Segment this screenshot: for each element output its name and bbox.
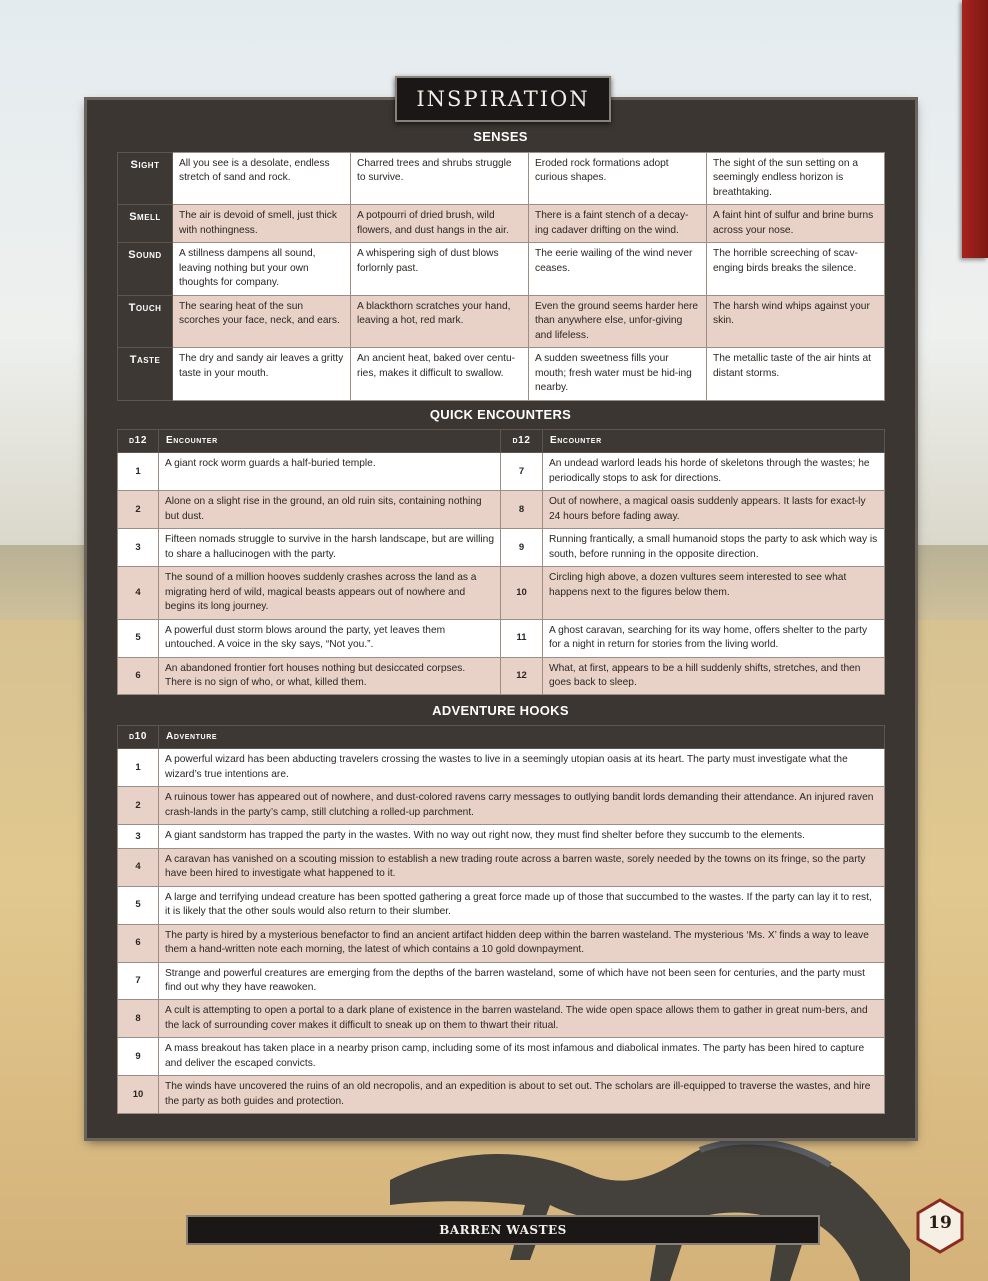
hooks-table [117,725,885,1114]
hook-number: 5 [118,886,159,924]
encounter-number: 7 [501,453,543,491]
encounter-number: 10 [501,567,543,619]
encounters-label-header-2: Encounter [543,430,885,453]
hooks-die-header: d10 [118,726,159,749]
hook-number: 6 [118,924,159,962]
sense-cell: There is a faint stench of a decay-ing cadaver drifting on the wind. [529,205,707,243]
encounter-text: The sound of a million hooves suddenly crashes across the land as a migrating herd of wild, magical beasts appears out of nowhere and begins its long journey. [159,567,501,619]
sense-cell: The searing heat of the sun scorches your face, neck, and ears. [173,295,351,347]
encounter-text: An abandoned frontier fort houses nothing but desiccated corpses. There is no sign of who, or what, killed them. [159,657,501,695]
encounter-text: A powerful dust storm blows around the party, yet leaves them untouched. A voice in the sky says, “Not you.”. [159,619,501,657]
encounter-number: 5 [118,619,159,657]
sense-label: Touch [118,295,173,347]
encounter-text: Circling high above, a dozen vultures seem interested to see what happens next to the figures below them. [543,567,885,619]
sense-cell: Even the ground seems harder here than anywhere else, unfor-giving and lifeless. [529,295,707,347]
sense-cell: The sight of the sun setting on a seemingly endless horizon is breathtaking. [707,153,885,205]
hook-text: A mass breakout has taken place in a nearby prison camp, including some of its most infamous and diabolical inmates. The party has been hired to capture and deliver the escaped convicts. [159,1038,885,1076]
hook-row [118,962,885,1000]
hook-row [118,1076,885,1114]
encounter-number: 2 [118,491,159,529]
senses-table [117,152,885,401]
encounter-number: 9 [501,529,543,567]
encounter-number: 11 [501,619,543,657]
encounter-number: 6 [118,657,159,695]
encounter-text: A giant rock worm guards a half-buried temple. [159,453,501,491]
hook-number: 9 [118,1038,159,1076]
page-title: INSPIRATION [395,76,611,122]
hooks-label-header: Adventure [159,726,885,749]
sense-cell: A sudden sweetness fills your mouth; fresh water must be hid-ing nearby. [529,348,707,400]
encounter-row [118,529,885,567]
hook-number: 3 [118,825,159,848]
hook-number: 8 [118,1000,159,1038]
encounter-text: Alone on a slight rise in the ground, an old ruin sits, containing nothing but dust. [159,491,501,529]
encounter-text: Fifteen nomads struggle to survive in the harsh landscape, but are willing to share a hallucinogen with the party. [159,529,501,567]
page-number: 19 [928,1213,952,1233]
sense-label: Smell [118,205,173,243]
senses-title: SENSES [473,129,528,144]
sense-cell: An ancient heat, baked over centu-ries, makes it difficult to swallow. [351,348,529,400]
hook-text: A powerful wizard has been abducting travelers crossing the wastes to live in a seemingly utopian oasis at its heart. The party must investigate what the wizard’s true intentions are. [159,749,885,787]
sense-cell: The metallic taste of the air hints at distant storms. [707,348,885,400]
hook-row [118,825,885,848]
hook-text: A large and terrifying undead creature has been spotted gathering a great force made up of those that succumbed to the wastes. If the party can lay it to rest, it is likely that the other souls would also return to their slumber. [159,886,885,924]
hook-row [118,1000,885,1038]
encounter-row [118,619,885,657]
sense-cell: A whispering sigh of dust blows forlornly past. [351,243,529,295]
sense-label: Sight [118,153,173,205]
senses-row [118,348,885,400]
encounter-text: What, at first, appears to be a hill suddenly shifts, stretches, and then goes back to sleep. [543,657,885,695]
senses-row [118,205,885,243]
hook-row [118,749,885,787]
sense-cell: Charred trees and shrubs struggle to survive. [351,153,529,205]
chapter-footer: BARREN WASTES [186,1215,820,1245]
encounter-row [118,491,885,529]
hook-number: 10 [118,1076,159,1114]
senses-row [118,295,885,347]
red-book-edge [962,0,988,258]
encounter-row [118,453,885,491]
encounters-die-header-2: d12 [501,430,543,453]
encounters-label-header: Encounter [159,430,501,453]
encounter-row [118,567,885,619]
hook-text: The winds have uncovered the ruins of an old necropolis, and an expedition is about to set out. The scholars are ill-equipped to traverse the wastes, and hire the party as both guides and protection. [159,1076,885,1114]
hook-number: 7 [118,962,159,1000]
encounters-title: QUICK ENCOUNTERS [429,407,572,422]
sense-cell: A blackthorn scratches your hand, leaving a hot, red mark. [351,295,529,347]
hook-row [118,787,885,825]
encounter-text: Running frantically, a small humanoid stops the party to ask which way is south, before running in the opposite direction. [543,529,885,567]
hooks-title: ADVENTURE HOOKS [432,703,569,718]
hook-text: A cult is attempting to open a portal to a dark plane of existence in the barren wasteland. The wide open space allows them to gather in great num-bers, and the lack of surrounding cover makes it difficult to sneak up on them to thwart their ritual. [159,1000,885,1038]
sense-cell: A stillness dampens all sound, leaving nothing but your own thoughts for company. [173,243,351,295]
hook-text: A ruinous tower has appeared out of nowhere, and dust-colored ravens carry messages to outlying bandit lords demanding their attendance. An injured raven crash-lands in the party’s camp, still clutching a rolled-up parchment. [159,787,885,825]
sense-cell: The air is devoid of smell, just thick with nothingness. [173,205,351,243]
encounter-number: 1 [118,453,159,491]
encounter-text: Out of nowhere, a magical oasis suddenly appears. It lasts for exact-ly 24 hours before fading away. [543,491,885,529]
sense-cell: The harsh wind whips against your skin. [707,295,885,347]
encounters-die-header: d12 [118,430,159,453]
sense-label: Sound [118,243,173,295]
hook-number: 1 [118,749,159,787]
hook-text: The party is hired by a mysterious benefactor to find an ancient artifact hidden deep within the barren wasteland. The mysterious ‘Ms. X’ finds a way to leave them a hand-written note each morning, the latest of which contains a 10 gold downpayment. [159,924,885,962]
sense-cell: The horrible screeching of scav-enging birds breaks the silence. [707,243,885,295]
hook-text: A caravan has vanished on a scouting mission to establish a new trading route across a barren waste, sorely needed by the towns on its fringe, so the party have been hired to investigate what happened to it. [159,848,885,886]
encounter-text: An undead warlord leads his horde of skeletons through the wastes; he periodically stops to ask for directions. [543,453,885,491]
hook-row [118,1038,885,1076]
hook-number: 4 [118,848,159,886]
encounters-table [117,429,885,695]
hook-row [118,924,885,962]
encounter-text: A ghost caravan, searching for its way home, offers shelter to the party for a night in return for stories from the living world. [543,619,885,657]
hook-row [118,848,885,886]
encounter-number: 12 [501,657,543,695]
hook-text: Strange and powerful creatures are emerging from the depths of the barren wasteland, some of which have not been seen for centuries, and the party must find out why they have reawoken. [159,962,885,1000]
encounter-row [118,657,885,695]
hook-number: 2 [118,787,159,825]
sense-label: Taste [118,348,173,400]
sense-cell: All you see is a desolate, endless stretch of sand and rock. [173,153,351,205]
hook-row [118,886,885,924]
encounter-number: 4 [118,567,159,619]
senses-row [118,243,885,295]
hook-text: A giant sandstorm has trapped the party in the wastes. With no way out right now, they must find shelter before they succumb to the elements. [159,825,885,848]
encounter-number: 8 [501,491,543,529]
sense-cell: A faint hint of sulfur and brine burns across your nose. [707,205,885,243]
sense-cell: Eroded rock formations adopt curious shapes. [529,153,707,205]
sense-cell: The dry and sandy air leaves a gritty taste in your mouth. [173,348,351,400]
sense-cell: A potpourri of dried brush, wild flowers, and dust hangs in the air. [351,205,529,243]
sense-cell: The eerie wailing of the wind never ceases. [529,243,707,295]
senses-row [118,153,885,205]
encounter-number: 3 [118,529,159,567]
